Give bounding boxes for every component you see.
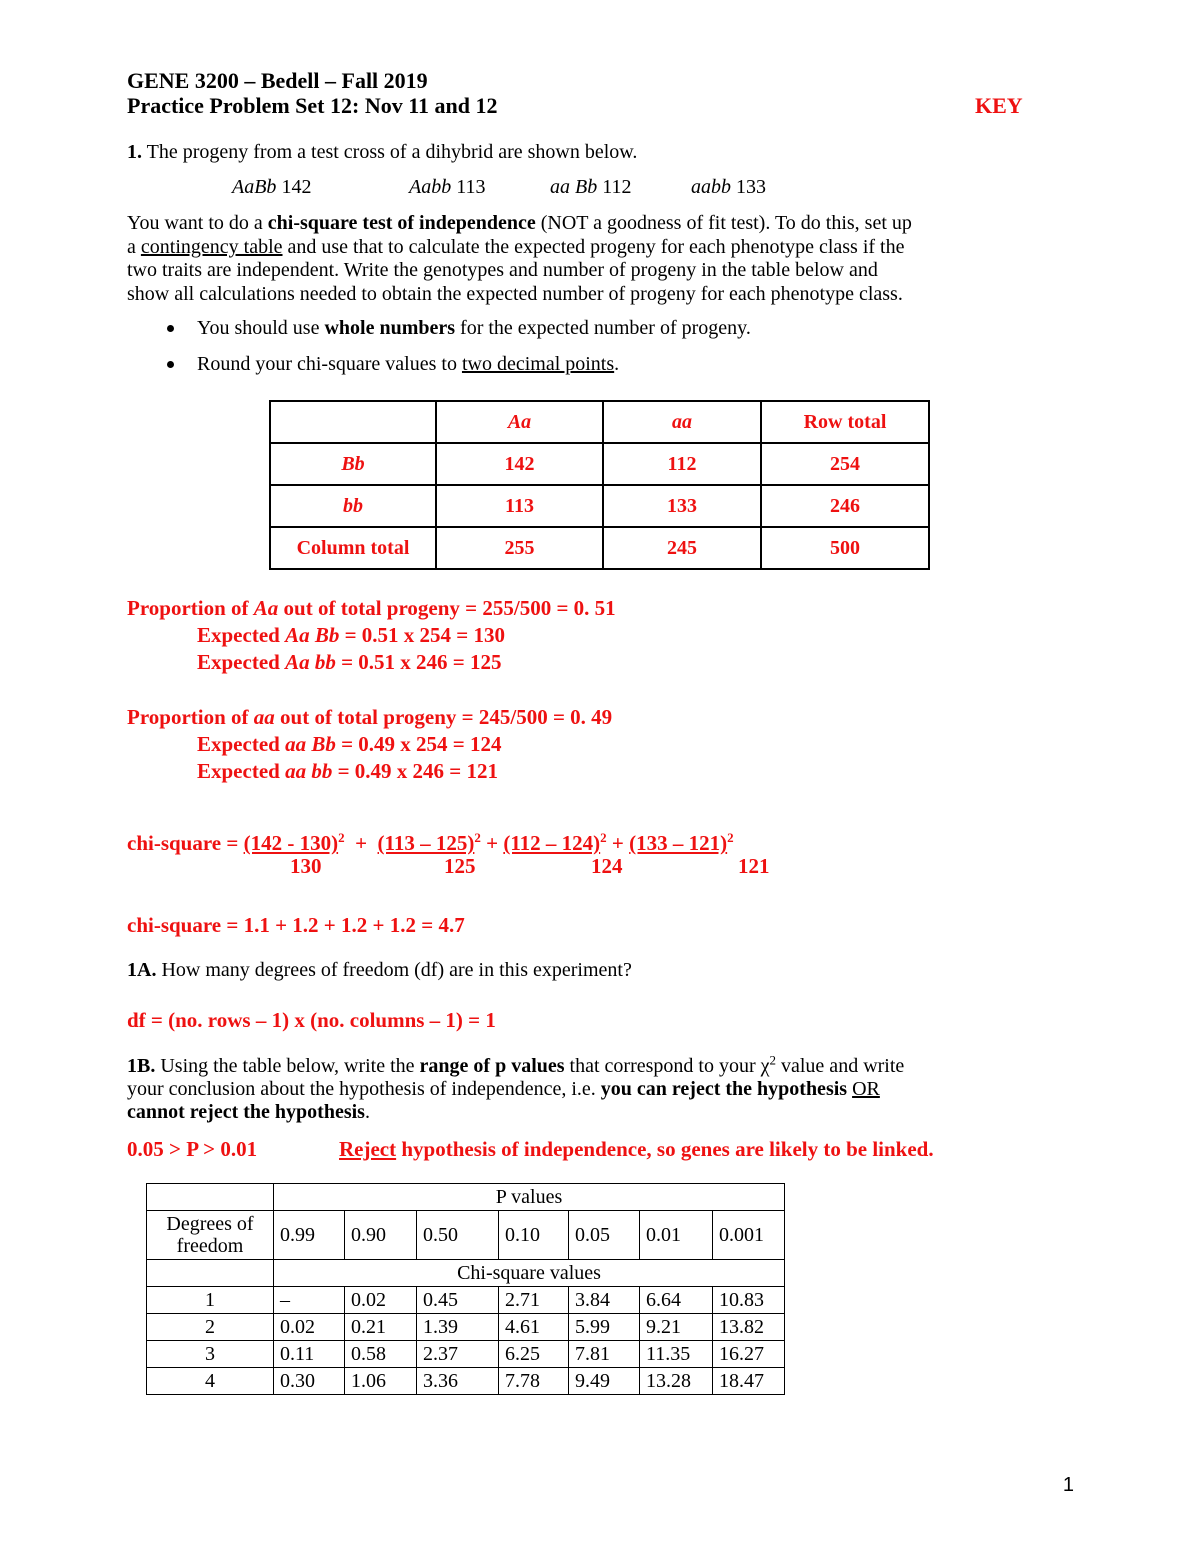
- table-header-row: [270, 401, 929, 443]
- table-cell: Bb: [270, 443, 436, 485]
- instructions-line-4: show all calculations needed to obtain the expected number of progeny for each phenotype class.: [127, 283, 903, 305]
- progeny-3: aa Bb 112: [550, 176, 632, 198]
- table-cell: 6.25: [499, 1341, 569, 1368]
- table-cell: 0.10: [499, 1211, 569, 1260]
- table-cell: 1: [147, 1287, 274, 1314]
- table-cell: 0.05: [569, 1211, 640, 1260]
- table-cell: 0.11: [274, 1341, 345, 1368]
- question-1B-line-2: your conclusion about the hypothesis of independence, i.e. you can reject the hypothesis OR: [127, 1078, 880, 1100]
- question-1A: 1A. How many degrees of freedom (df) are in this experiment?: [127, 959, 632, 981]
- table-cell: 245: [603, 527, 761, 569]
- table-row: [147, 1368, 785, 1395]
- df-header: Degrees of freedom: [147, 1211, 274, 1260]
- table-row: [270, 527, 929, 569]
- table-cell: [270, 401, 436, 443]
- table-cell: 1.06: [345, 1368, 417, 1395]
- table-cell: 2.37: [417, 1341, 499, 1368]
- table-cell: 113: [436, 485, 603, 527]
- table-row: [147, 1184, 785, 1211]
- chi-square-formula: chi-square = (142 - 130)$^2$ + (113 – 125)$^2$ + (112 – 124)$^2$ + (133 – 121)$^2$: [127, 830, 734, 855]
- progeny-1: AaBb 142: [232, 176, 312, 198]
- table-cell: 3.84: [569, 1287, 640, 1314]
- table-row: [147, 1287, 785, 1314]
- expected-aaBb: Expected aa Bb = 0.49 x 254 = 124: [197, 732, 502, 756]
- table-cell: 500: [761, 527, 929, 569]
- table-row: [270, 443, 929, 485]
- table-cell: 0.30: [274, 1368, 345, 1395]
- bullet-rounding: Round your chi-square values to two decimal points.: [197, 353, 620, 375]
- bullet-icon: [167, 361, 174, 368]
- table-row: [270, 485, 929, 527]
- set-title: Practice Problem Set 12: Nov 11 and 12: [127, 93, 498, 118]
- table-cell: 246: [761, 485, 929, 527]
- question-1B-line-3: cannot reject the hypothesis.: [127, 1101, 370, 1123]
- table-cell: 16.27: [713, 1341, 785, 1368]
- table-cell: [147, 1260, 274, 1287]
- table-row: [147, 1211, 785, 1260]
- problem-1-intro: 1. The progeny from a test cross of a dihybrid are shown below.: [127, 141, 638, 163]
- table-cell: Aa: [436, 401, 603, 443]
- pvalues-header: P values: [274, 1184, 785, 1211]
- denominator-4: 121: [738, 854, 770, 878]
- table-cell: [147, 1184, 274, 1211]
- table-cell: 7.81: [569, 1341, 640, 1368]
- expected-Aabb: Expected Aa bb = 0.51 x 246 = 125: [197, 650, 502, 674]
- question-1B-line-1: 1B. Using the table below, write the range of p values that correspond to your $\chi^2$ value and write: [127, 1052, 905, 1077]
- table-cell: 0.21: [345, 1314, 417, 1341]
- chi-square-result: chi-square = 1.1 + 1.2 + 1.2 + 1.2 = 4.7: [127, 913, 465, 937]
- table-cell: –: [274, 1287, 345, 1314]
- bullet-whole-numbers: You should use whole numbers for the expected number of progeny.: [197, 317, 751, 339]
- bullet-icon: [167, 325, 174, 332]
- table-cell: 13.82: [713, 1314, 785, 1341]
- proportion-Aa: Proportion of Aa out of total progeny = 255/500 = 0. 51: [127, 596, 616, 620]
- table-cell: Row total: [761, 401, 929, 443]
- answer-1B-conclusion: Reject hypothesis of independence, so genes are likely to be linked.: [339, 1137, 934, 1161]
- table-cell: 0.02: [345, 1287, 417, 1314]
- course-title: GENE 3200 – Bedell – Fall 2019: [127, 68, 428, 93]
- instructions-line-1: You want to do a chi-square test of independence (NOT a goodness of fit test). To do this, set up: [127, 212, 912, 234]
- table-cell: 2.71: [499, 1287, 569, 1314]
- chisq-values-header: Chi-square values: [274, 1260, 785, 1287]
- table-cell: 0.02: [274, 1314, 345, 1341]
- table-cell: 254: [761, 443, 929, 485]
- table-cell: 0.58: [345, 1341, 417, 1368]
- table-cell: 255: [436, 527, 603, 569]
- table-cell: 6.64: [640, 1287, 713, 1314]
- table-cell: 9.21: [640, 1314, 713, 1341]
- table-cell: 0.50: [417, 1211, 499, 1260]
- table-cell: 3: [147, 1341, 274, 1368]
- table-cell: 1.39: [417, 1314, 499, 1341]
- denominator-3: 124: [591, 854, 623, 878]
- table-cell: 0.99: [274, 1211, 345, 1260]
- expected-aabb: Expected aa bb = 0.49 x 246 = 121: [197, 759, 499, 783]
- answer-1B-range: 0.05 > P > 0.01: [127, 1137, 258, 1161]
- table-cell: bb: [270, 485, 436, 527]
- table-cell: 0.01: [640, 1211, 713, 1260]
- table-row: [147, 1341, 785, 1368]
- instructions-line-3: two traits are independent. Write the genotypes and number of progeny in the table below and: [127, 259, 878, 281]
- page-number: 1: [1062, 1474, 1074, 1496]
- instructions-line-2: a contingency table and use that to calculate the expected progeny for each phenotype class if the: [127, 236, 905, 258]
- expected-AaBb: Expected Aa Bb = 0.51 x 254 = 130: [197, 623, 506, 647]
- table-cell: aa: [603, 401, 761, 443]
- table-cell: 10.83: [713, 1287, 785, 1314]
- denominator-2: 125: [444, 854, 476, 878]
- table-cell: 0.45: [417, 1287, 499, 1314]
- table-cell: 4.61: [499, 1314, 569, 1341]
- table-cell: 7.78: [499, 1368, 569, 1395]
- table-row: [147, 1260, 785, 1287]
- progeny-4: aabb 133: [691, 176, 766, 198]
- table-cell: 142: [436, 443, 603, 485]
- table-cell: 0.90: [345, 1211, 417, 1260]
- table-cell: 4: [147, 1368, 274, 1395]
- table-cell: 18.47: [713, 1368, 785, 1395]
- table-cell: 3.36: [417, 1368, 499, 1395]
- contingency-table: [269, 400, 930, 570]
- table-cell: 2: [147, 1314, 274, 1341]
- progeny-2: Aabb 113: [409, 176, 486, 198]
- table-cell: 11.35: [640, 1341, 713, 1368]
- chi-square-table: [146, 1183, 785, 1395]
- table-row: [147, 1314, 785, 1341]
- table-cell: 0.001: [713, 1211, 785, 1260]
- proportion-aa: Proportion of aa out of total progeny = 245/500 = 0. 49: [127, 705, 613, 729]
- denominator-1: 130: [290, 854, 322, 878]
- answer-1A: df = (no. rows – 1) x (no. columns – 1) = 1: [127, 1008, 496, 1032]
- table-cell: 13.28: [640, 1368, 713, 1395]
- table-cell: 5.99: [569, 1314, 640, 1341]
- table-cell: Column total: [270, 527, 436, 569]
- table-cell: 9.49: [569, 1368, 640, 1395]
- table-cell: 112: [603, 443, 761, 485]
- table-cell: 133: [603, 485, 761, 527]
- key-label: KEY: [975, 93, 1023, 118]
